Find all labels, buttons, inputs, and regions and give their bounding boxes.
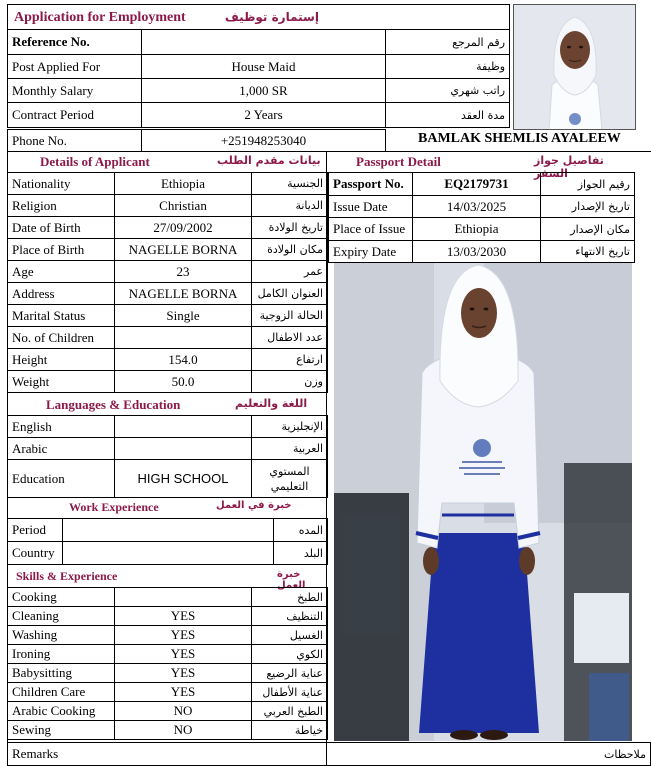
salary-label: Monthly Salary xyxy=(8,79,142,103)
passport-label-ar: تاريخ الانتهاء xyxy=(541,241,635,263)
applicant-label: Marital Status xyxy=(8,305,115,327)
work-row xyxy=(8,542,328,565)
applicant-value: 23 xyxy=(115,261,252,283)
contract-value: 2 Years xyxy=(142,103,386,128)
skill-label-ar: الطبخ العربي xyxy=(252,702,328,721)
passport-row xyxy=(329,241,635,263)
applicant-value: Single xyxy=(115,305,252,327)
applicant-label: Religion xyxy=(8,195,115,217)
language-value xyxy=(115,438,252,460)
language-label-ar: العربية xyxy=(252,438,328,460)
applicant-label-ar: ارتفاع xyxy=(252,349,328,371)
skill-value: YES xyxy=(115,645,252,664)
languages-title-en: Languages & Education xyxy=(46,397,181,412)
work-label-ar: البلد xyxy=(274,542,328,565)
applicant-label-ar: تاريخ الولادة xyxy=(252,217,328,239)
passport-table xyxy=(328,172,635,263)
skill-row xyxy=(8,721,328,740)
contract-label-ar: مدة العقد xyxy=(386,103,510,128)
phone-value: +251948253040 xyxy=(142,130,386,152)
skill-row xyxy=(8,702,328,721)
skill-label-ar: عناية الأطفال xyxy=(252,683,328,702)
skill-label-ar: التنظيف xyxy=(252,607,328,626)
applicant-value: Christian xyxy=(115,195,252,217)
applicant-row xyxy=(8,217,328,239)
remarks-label: Remarks xyxy=(8,743,330,766)
passport-row xyxy=(329,218,635,241)
skill-value: YES xyxy=(115,607,252,626)
header-title-row xyxy=(8,5,510,30)
applicant-value: Ethiopia xyxy=(115,173,252,195)
applicant-title-en: Details of Applicant xyxy=(40,154,150,169)
languages-title-ar: اللغة والتعليم xyxy=(235,397,308,410)
header-table xyxy=(7,4,510,128)
applicant-name: BAMLAK SHEMLIS AYALEEW xyxy=(418,131,621,146)
passport-label: Expiry Date xyxy=(329,241,413,263)
work-table xyxy=(7,518,328,565)
language-value xyxy=(115,416,252,438)
skill-label: Sewing xyxy=(8,721,115,740)
passport-section-header xyxy=(328,151,634,180)
skill-value: NO xyxy=(115,702,252,721)
applicant-label-ar: عمر xyxy=(252,261,328,283)
skill-row xyxy=(8,664,328,683)
skill-label: Children Care xyxy=(8,683,115,702)
applicant-row xyxy=(8,349,328,371)
applicant-label: Date of Birth xyxy=(8,217,115,239)
applicant-label-ar: الديانة xyxy=(252,195,328,217)
post-label-ar: وظيفة xyxy=(386,55,510,79)
applicant-label: Height xyxy=(8,349,115,371)
languages-table xyxy=(7,415,328,498)
post-row xyxy=(8,55,510,79)
passport-label-ar: مكان الإصدار xyxy=(541,218,635,241)
post-value: House Maid xyxy=(142,55,386,79)
skill-row xyxy=(8,645,328,664)
passport-label: Place of Issue xyxy=(329,218,413,241)
skills-table xyxy=(7,587,328,740)
salary-label-ar: راتب شهري xyxy=(386,79,510,103)
reference-label: Reference No. xyxy=(8,30,142,55)
reference-label-ar: رقم المرجع xyxy=(386,30,510,55)
skill-row xyxy=(8,588,328,607)
work-label-ar: المده xyxy=(274,519,328,542)
skill-value xyxy=(115,588,252,607)
language-row xyxy=(8,438,328,460)
passport-value: 13/03/2030 xyxy=(413,241,541,263)
applicant-label-ar: الجنسية xyxy=(252,173,328,195)
skill-row xyxy=(8,626,328,645)
languages-section-header xyxy=(7,393,327,415)
passport-label-ar: رقيم الجواز xyxy=(541,173,635,196)
work-title-ar: خبرة في العمل xyxy=(216,500,292,511)
skill-label-ar: الطبخ xyxy=(252,588,328,607)
applicant-row xyxy=(8,173,328,195)
applicant-label-ar: مكان الولادة xyxy=(252,239,328,261)
applicant-label-ar: العنوان الكامل xyxy=(252,283,328,305)
skills-title-en: Skills & Experience xyxy=(16,569,118,583)
passport-title-ar: تفاصيل جواز السفر xyxy=(534,154,604,180)
skill-label-ar: عناية الرضيع xyxy=(252,664,328,683)
work-value xyxy=(63,542,274,565)
remarks-row xyxy=(8,743,651,766)
passport-title-en: Passport Detail xyxy=(356,154,441,169)
passport-label: Passport No. xyxy=(329,173,413,196)
language-row xyxy=(8,416,328,438)
applicant-row xyxy=(8,371,328,393)
applicant-table xyxy=(7,172,328,393)
work-title-en: Work Experience xyxy=(69,500,159,514)
skill-value: NO xyxy=(115,721,252,740)
remarks-table xyxy=(7,742,651,766)
skills-title-ar: خبرة العمل xyxy=(277,569,306,591)
applicant-row xyxy=(8,327,328,349)
applicant-row xyxy=(8,239,328,261)
applicant-label: Place of Birth xyxy=(8,239,115,261)
post-label: Post Applied For xyxy=(8,55,142,79)
contract-row xyxy=(8,103,510,128)
language-label-ar: الإنجليزية xyxy=(252,416,328,438)
skill-label: Washing xyxy=(8,626,115,645)
skill-value: YES xyxy=(115,664,252,683)
passport-value: 14/03/2025 xyxy=(413,196,541,218)
skill-label: Babysitting xyxy=(8,664,115,683)
skill-value: YES xyxy=(115,683,252,702)
passport-value: EQ2179731 xyxy=(413,173,541,196)
applicant-label: Weight xyxy=(8,371,115,393)
language-label: Arabic xyxy=(8,438,115,460)
applicant-row xyxy=(8,283,328,305)
applicant-label: No. of Children xyxy=(8,327,115,349)
salary-row xyxy=(8,79,510,103)
applicant-value: NAGELLE BORNA xyxy=(115,239,252,261)
reference-value xyxy=(142,30,386,55)
phone-label: Phone No. xyxy=(8,130,142,152)
applicant-label-ar: الحالة الزوجية xyxy=(252,305,328,327)
applicant-label: Address xyxy=(8,283,115,305)
remarks-label-ar: ملاحظات xyxy=(329,743,651,766)
applicant-label: Age xyxy=(8,261,115,283)
applicant-title-ar: بيانات مقدم الطلب xyxy=(217,154,321,167)
applicant-full-photo xyxy=(334,263,632,741)
skill-row xyxy=(8,607,328,626)
skill-value: YES xyxy=(115,626,252,645)
skill-label: Ironing xyxy=(8,645,115,664)
applicant-portrait-photo xyxy=(513,4,636,130)
applicant-value xyxy=(115,327,252,349)
applicant-label: Nationality xyxy=(8,173,115,195)
applicant-value: 50.0 xyxy=(115,371,252,393)
passport-value: Ethiopia xyxy=(413,218,541,241)
skill-label: Cleaning xyxy=(8,607,115,626)
work-label: Country xyxy=(8,542,63,565)
skill-label-ar: الكوي xyxy=(252,645,328,664)
work-section-header xyxy=(7,496,327,518)
skills-section-header xyxy=(7,565,327,591)
reference-row xyxy=(8,30,510,55)
skill-row xyxy=(8,683,328,702)
passport-row xyxy=(329,196,635,218)
skill-label: Arabic Cooking xyxy=(8,702,115,721)
applicant-label-ar: عدد الاطفال xyxy=(252,327,328,349)
skill-label-ar: خياطة xyxy=(252,721,328,740)
work-row xyxy=(8,519,328,542)
applicant-value: 154.0 xyxy=(115,349,252,371)
applicant-label-ar: وزن xyxy=(252,371,328,393)
work-label: Period xyxy=(8,519,63,542)
work-value xyxy=(63,519,274,542)
applicant-section-header xyxy=(7,151,327,173)
skill-label: Cooking xyxy=(8,588,115,607)
skill-label-ar: الغسيل xyxy=(252,626,328,645)
application-title-ar: إستمارة توظيف xyxy=(224,9,319,24)
passport-row xyxy=(329,173,635,196)
application-title-en: Application for Employment xyxy=(14,9,186,25)
salary-value: 1,000 SR xyxy=(142,79,386,103)
applicant-row xyxy=(8,305,328,327)
applicant-value: 27/09/2002 xyxy=(115,217,252,239)
language-label: English xyxy=(8,416,115,438)
education-row xyxy=(8,460,328,498)
contract-label: Contract Period xyxy=(8,103,142,128)
education-value: HIGH SCHOOL xyxy=(115,460,252,498)
applicant-row xyxy=(8,261,328,283)
education-label: Education xyxy=(8,460,115,498)
passport-label: Issue Date xyxy=(329,196,413,218)
applicant-value: NAGELLE BORNA xyxy=(115,283,252,305)
passport-label-ar: تاريخ الإصدار xyxy=(541,196,635,218)
education-label-ar-2: التعليمي xyxy=(270,479,309,493)
education-label-ar-1: المستوي xyxy=(269,464,310,478)
applicant-row xyxy=(8,195,328,217)
